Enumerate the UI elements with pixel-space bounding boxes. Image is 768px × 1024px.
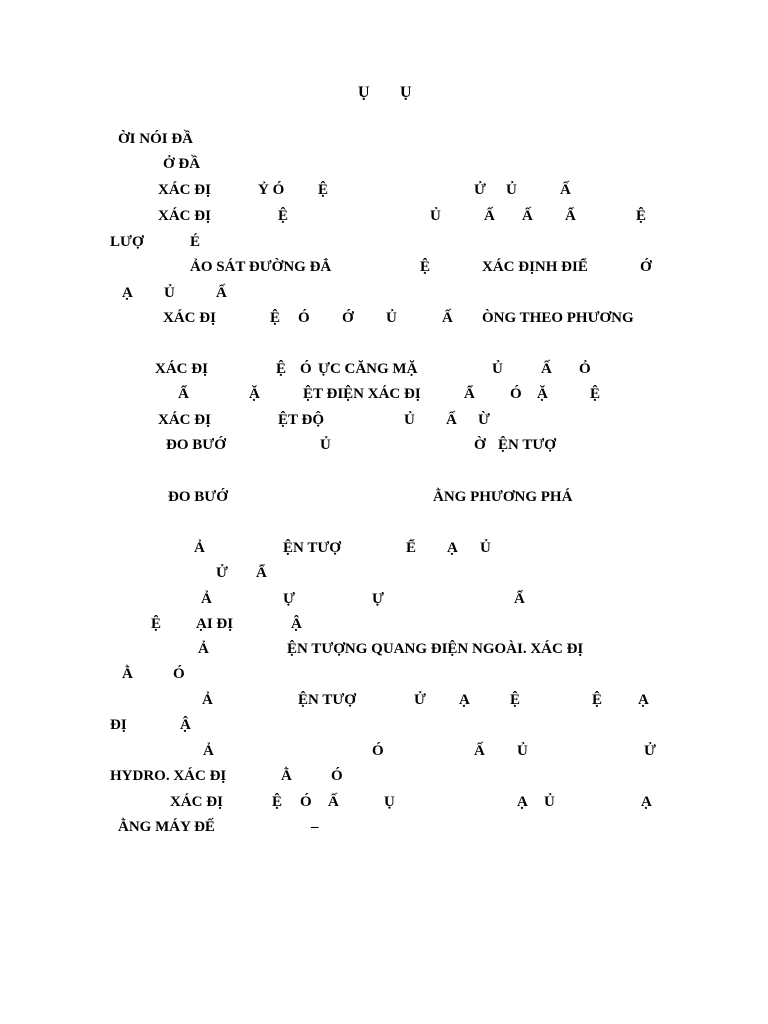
- toc-text-fragment: Ặ: [249, 386, 260, 402]
- toc-text-fragment: Ủ: [164, 285, 175, 301]
- toc-text-fragment: Ả: [202, 692, 213, 708]
- toc-text-fragment: XÁC ĐỊNH ĐIỂ: [482, 259, 588, 275]
- toc-text-fragment: Ệ: [510, 692, 521, 708]
- toc-text-fragment: Ỷ Ó: [258, 182, 285, 198]
- toc-text-fragment: Ệ: [272, 794, 283, 810]
- toc-text-fragment: Ẩ: [464, 386, 475, 402]
- toc-text-fragment: Ụ: [384, 794, 395, 810]
- toc-text-fragment: Ó: [298, 310, 310, 326]
- toc-text-fragment: Ó: [300, 794, 312, 810]
- toc-text-fragment: Ẩ: [256, 565, 267, 581]
- toc-text-fragment: Ấ: [442, 310, 453, 326]
- toc-text-fragment: Ự: [283, 591, 295, 607]
- toc-text-fragment: ẰNG PHƯƠNG PHÁ: [433, 489, 573, 505]
- toc-text-fragment: ỆN TƯỢ: [283, 540, 341, 556]
- toc-text-fragment: Ệ: [592, 692, 603, 708]
- toc-text-fragment: Ệ: [278, 208, 289, 224]
- toc-text-fragment: Ó: [331, 768, 343, 784]
- toc-text-fragment: ỆN TƯỢ: [298, 692, 356, 708]
- toc-text-fragment: ỆT ĐỘ: [278, 412, 324, 428]
- toc-text-fragment: Ệ: [270, 310, 281, 326]
- toc-text-fragment: Ủ: [480, 540, 491, 556]
- toc-text-fragment: Ủ: [506, 182, 517, 198]
- toc-text-fragment: Ủ: [320, 437, 331, 453]
- toc-text-fragment: Ử: [216, 565, 228, 581]
- toc-text-fragment: Ậ: [180, 717, 191, 733]
- toc-text-fragment: Ệ: [151, 616, 162, 632]
- toc-text-fragment: Ạ: [517, 794, 528, 810]
- toc-text-fragment: Ờ: [474, 437, 486, 453]
- toc-text-fragment: Ủ: [492, 361, 503, 377]
- toc-text-fragment: XÁC ĐỊ: [163, 310, 216, 326]
- toc-text-fragment: Ệ: [318, 182, 329, 198]
- toc-text-fragment: Ở ĐẦ: [163, 156, 201, 172]
- toc-text-fragment: Ó: [510, 386, 522, 402]
- toc-text-fragment: ẰNG MÁY ĐẾ: [118, 819, 215, 835]
- toc-text-fragment: Ấ: [541, 361, 552, 377]
- toc-text-fragment: Ớ: [640, 259, 652, 275]
- toc-text-fragment: Ả: [194, 540, 205, 556]
- toc-text-fragment: Ạ: [122, 285, 133, 301]
- toc-text-fragment: Ớ: [342, 310, 354, 326]
- toc-text-fragment: Ệ: [636, 208, 647, 224]
- toc-text-fragment: Ủ: [430, 208, 441, 224]
- toc-text-fragment: Ấ: [484, 208, 495, 224]
- toc-text-fragment: ỆN TƯỢNG QUANG ĐIỆN NGOÀI. XÁC ĐỊ: [287, 641, 584, 657]
- toc-text-fragment: ỆT ĐIỆN XÁC ĐỊ: [303, 386, 421, 402]
- toc-text-fragment: ỆN TƯỢ: [498, 437, 556, 453]
- toc-text-fragment: Ả: [198, 641, 209, 657]
- toc-text-fragment: Ừ: [478, 412, 490, 428]
- toc-text-fragment: Ấ: [560, 182, 571, 198]
- toc-text-fragment: ỰC CĂNG MẶ: [318, 361, 418, 377]
- toc-text-fragment: Ằ: [281, 768, 292, 784]
- toc-text-fragment: Ậ: [291, 616, 302, 632]
- toc-text-fragment: Ấ: [216, 285, 227, 301]
- toc-text-fragment: XÁC ĐỊ: [158, 412, 211, 428]
- toc-text-fragment: Ạ: [447, 540, 458, 556]
- toc-text-fragment: –: [311, 819, 319, 835]
- toc-text-fragment: XÁC ĐỊ: [158, 208, 211, 224]
- toc-text-fragment: Ẩ: [565, 208, 576, 224]
- toc-text-fragment: ĐO BƯỚ: [166, 437, 226, 453]
- toc-text-fragment: Ạ: [459, 692, 470, 708]
- toc-text-fragment: Ủ: [544, 794, 555, 810]
- toc-text-fragment: Ệ: [590, 386, 601, 402]
- toc-text-fragment: Ấ: [474, 743, 485, 759]
- toc-text-fragment: ĐO BƯỚ: [168, 489, 228, 505]
- toc-text-fragment: ỜI NÓI ĐẦ: [118, 131, 194, 147]
- toc-text-fragment: ĐỊ: [110, 717, 127, 733]
- toc-text-fragment: É: [190, 234, 201, 250]
- toc-text-fragment: Ó: [300, 361, 312, 377]
- toc-text-fragment: Ủ: [386, 310, 397, 326]
- toc-text-fragment: XÁC ĐỊ: [155, 361, 208, 377]
- toc-text-fragment: Ệ: [276, 361, 287, 377]
- toc-text-fragment: Ấ: [522, 208, 533, 224]
- toc-text-fragment: Ỏ: [579, 361, 591, 377]
- toc-text-fragment: Ự: [372, 591, 384, 607]
- toc-text-fragment: LƯỢ: [110, 234, 144, 250]
- toc-text-fragment: ẢO SÁT ĐƯỜNG ĐẲ: [190, 259, 332, 275]
- toc-text-fragment: Ủ: [404, 412, 415, 428]
- toc-text-fragment: Ử: [474, 182, 486, 198]
- toc-text-fragment: Ó: [173, 666, 185, 682]
- toc-text-fragment: Ủ: [517, 743, 528, 759]
- toc-text-fragment: Ó: [372, 743, 384, 759]
- toc-text-fragment: Ả: [201, 591, 212, 607]
- toc-text-fragment: XÁC ĐỊ: [170, 794, 223, 810]
- toc-text-fragment: ÒNG THEO PHƯƠNG: [482, 310, 634, 326]
- toc-text-fragment: Ể: [406, 540, 417, 556]
- toc-text-fragment: Ạ: [641, 794, 652, 810]
- toc-text-fragment: Ả: [203, 743, 214, 759]
- toc-text-fragment: Ệ: [420, 259, 431, 275]
- toc-text-fragment: Ẩ: [178, 386, 189, 402]
- toc-text-fragment: ẠI ĐỊ: [196, 616, 234, 632]
- toc-text-fragment: XÁC ĐỊ: [158, 182, 211, 198]
- toc-text-fragment: Ằ: [122, 666, 133, 682]
- toc-text-fragment: Ặ: [537, 386, 548, 402]
- toc-text-fragment: Ấ: [446, 412, 457, 428]
- toc-text-fragment: HYDRO. XÁC ĐỊ: [110, 768, 227, 784]
- toc-text-fragment: Ạ: [638, 692, 649, 708]
- toc-text-fragment: Ử: [414, 692, 426, 708]
- toc-text-fragment: Ử: [644, 743, 656, 759]
- toc-text-fragment: Ẩ: [514, 591, 525, 607]
- toc-text-fragment: Ấ: [328, 794, 339, 810]
